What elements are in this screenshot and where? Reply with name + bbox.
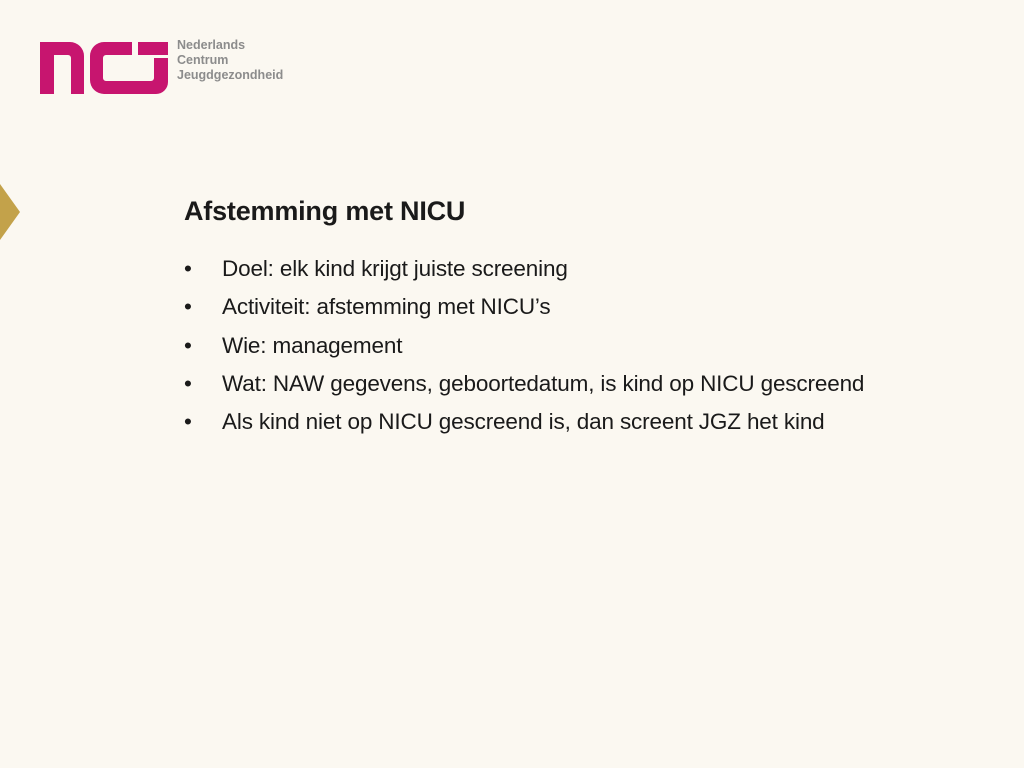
ncj-logo-mark [40, 38, 168, 96]
bullet-item-activiteit [184, 291, 984, 329]
logo-line-jeugdgezondheid: Jeugdgezondheid [177, 68, 284, 82]
bullet-item-wie [184, 330, 984, 368]
bullet-dot: • [184, 294, 192, 320]
logo-line-centrum: Centrum [177, 53, 229, 67]
bullet-dot: • [184, 370, 192, 396]
bullet-list [184, 253, 984, 444]
bullet-dot: • [184, 409, 192, 435]
bullet-text: Doel: elk kind krijgt juiste screening [222, 256, 568, 281]
bullet-dot: • [184, 332, 192, 358]
logo-text [177, 38, 307, 83]
ncj-logo [40, 38, 300, 98]
bullet-item-wat [184, 368, 984, 406]
chevron-right-icon [0, 184, 20, 240]
logo-line-nederlands: Nederlands [177, 38, 246, 52]
bullet-dot: • [184, 256, 192, 281]
bullet-text: Wat: NAW gegevens, geboortedatum, is kind op NICU gescreend [222, 370, 865, 396]
bullet-text: Als kind niet op NICU gescreend is, dan screent JGZ het kind [222, 409, 825, 435]
bullet-item-als [184, 406, 984, 444]
slide-title: Afstemming met NICU [184, 196, 466, 226]
bullet-text: Activiteit: afstemming met NICU’s [222, 294, 551, 320]
bullet-item-doel [184, 253, 984, 291]
bullet-text: Wie: management [222, 332, 403, 358]
